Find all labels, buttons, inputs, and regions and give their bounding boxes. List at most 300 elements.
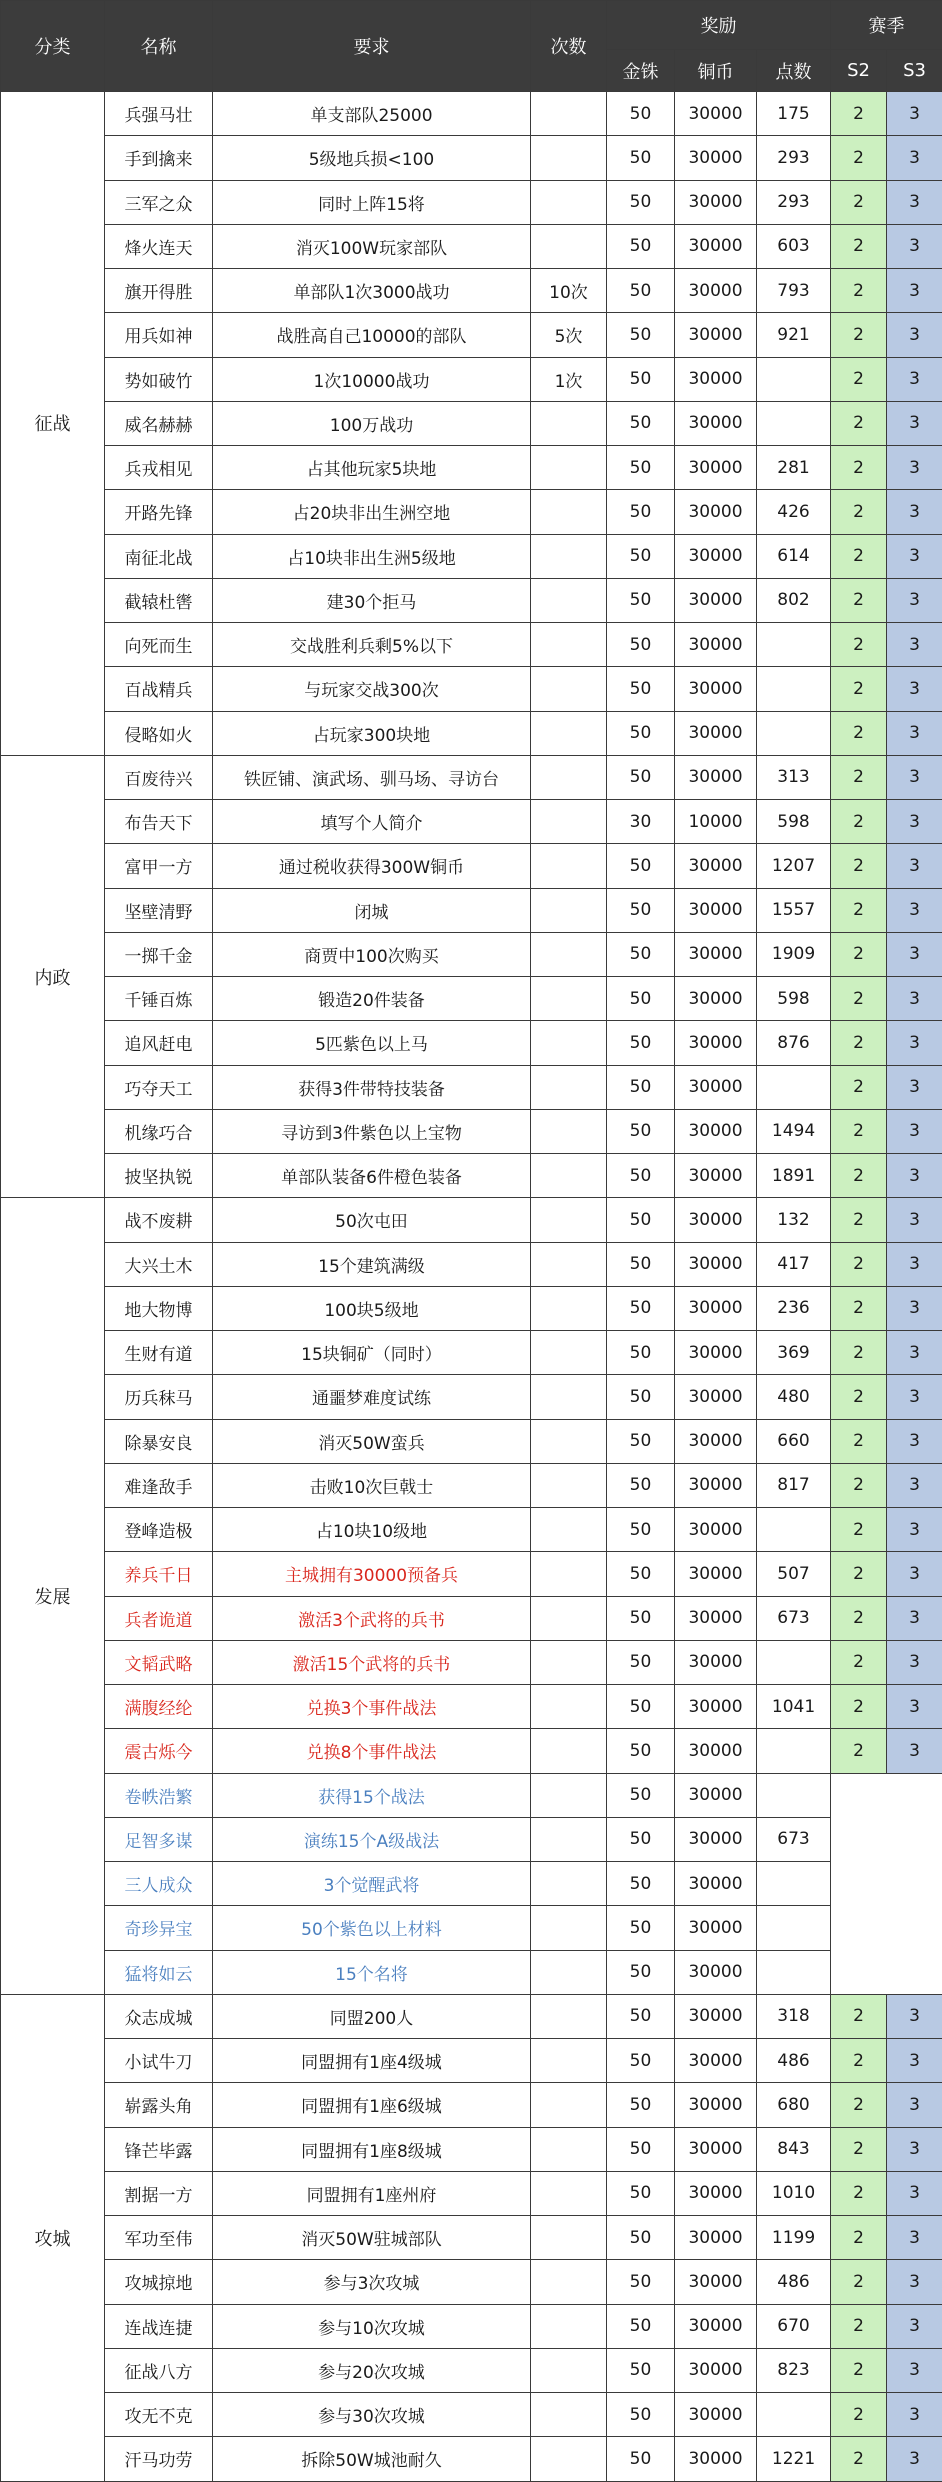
table-row [1, 623, 942, 667]
gold-cell: 50 [607, 2127, 675, 2171]
gold-cell: 50 [607, 1021, 675, 1065]
points-cell [757, 1729, 831, 1773]
header-s3: S3 [887, 50, 942, 92]
count-cell [531, 1065, 607, 1109]
requirement-cell: 15个建筑满级 [213, 1242, 531, 1286]
s3-cell: 3 [887, 2304, 942, 2348]
table-row [1, 667, 942, 711]
count-cell [531, 711, 607, 755]
count-cell [531, 800, 607, 844]
gold-cell: 50 [607, 224, 675, 268]
points-cell: 1207 [757, 844, 831, 888]
requirement-cell: 同盟拥有1座8级城 [213, 2127, 531, 2171]
gold-cell: 50 [607, 1375, 675, 1419]
requirement-cell: 1次10000战功 [213, 357, 531, 401]
gold-cell: 50 [607, 1773, 675, 1817]
copper-cell: 30000 [675, 180, 757, 224]
gold-cell: 50 [607, 2348, 675, 2392]
points-cell: 281 [757, 446, 831, 490]
requirement-cell: 单部队1次3000战功 [213, 269, 531, 313]
name-cell: 战不废耕 [105, 1198, 213, 1242]
copper-cell: 30000 [675, 1950, 757, 1994]
s3-cell: 3 [887, 2083, 942, 2127]
points-cell [757, 1906, 831, 1950]
table-row [1, 1552, 942, 1596]
requirement-cell: 5级地兵损<100 [213, 136, 531, 180]
gold-cell: 50 [607, 1906, 675, 1950]
count-cell [531, 1596, 607, 1640]
s3-cell: 3 [887, 1685, 942, 1729]
copper-cell: 30000 [675, 977, 757, 1021]
s2-cell: 2 [831, 1463, 887, 1507]
name-cell: 割据一方 [105, 2171, 213, 2215]
s2-cell: 2 [831, 1419, 887, 1463]
s3-cell: 3 [887, 844, 942, 888]
count-cell [531, 1508, 607, 1552]
s2-cell: 2 [831, 1508, 887, 1552]
table-row [1, 534, 942, 578]
requirement-cell: 主城拥有30000预备兵 [213, 1552, 531, 1596]
name-cell: 机缘巧合 [105, 1109, 213, 1153]
count-cell [531, 1419, 607, 1463]
requirement-cell: 同盟拥有1座州府 [213, 2171, 531, 2215]
count-cell [531, 2437, 607, 2481]
name-cell: 烽火连天 [105, 224, 213, 268]
requirement-cell: 占10块10级地 [213, 1508, 531, 1552]
count-cell [531, 1950, 607, 1994]
points-cell: 921 [757, 313, 831, 357]
points-cell [757, 357, 831, 401]
requirement-cell: 参与10次攻城 [213, 2304, 531, 2348]
points-cell: 175 [757, 92, 831, 136]
points-cell [757, 711, 831, 755]
table-row [1, 490, 942, 534]
s3-cell: 3 [887, 1463, 942, 1507]
count-cell [531, 2127, 607, 2171]
points-cell: 1557 [757, 888, 831, 932]
s2-cell: 2 [831, 2216, 887, 2260]
copper-cell: 30000 [675, 1994, 757, 2038]
copper-cell: 30000 [675, 932, 757, 976]
name-cell: 锋芒毕露 [105, 2127, 213, 2171]
s2-cell: 2 [831, 1640, 887, 1684]
count-cell [531, 1463, 607, 1507]
s3-cell: 3 [887, 1640, 942, 1684]
requirement-cell: 单部队装备6件橙色装备 [213, 1154, 531, 1198]
gold-cell: 50 [607, 1552, 675, 1596]
count-cell [531, 1862, 607, 1906]
gold-cell: 50 [607, 1729, 675, 1773]
count-cell: 10次 [531, 269, 607, 313]
name-cell: 旗开得胜 [105, 269, 213, 313]
copper-cell: 30000 [675, 401, 757, 445]
s3-cell: 3 [887, 1065, 942, 1109]
gold-cell: 50 [607, 446, 675, 490]
copper-cell: 30000 [675, 534, 757, 578]
points-cell: 673 [757, 1596, 831, 1640]
count-cell [531, 534, 607, 578]
table-row [1, 180, 942, 224]
name-cell: 众志成城 [105, 1994, 213, 2038]
table-row [1, 1021, 942, 1065]
s2-cell: 2 [831, 401, 887, 445]
copper-cell: 30000 [675, 2393, 757, 2437]
s2-cell: 2 [831, 578, 887, 622]
gold-cell: 50 [607, 623, 675, 667]
copper-cell: 30000 [675, 224, 757, 268]
copper-cell: 30000 [675, 92, 757, 136]
s3-cell: 3 [887, 1109, 942, 1153]
requirement-cell: 50个紫色以上材料 [213, 1906, 531, 1950]
s2-cell: 2 [831, 1021, 887, 1065]
requirement-cell: 演练15个A级战法 [213, 1817, 531, 1861]
name-cell: 足智多谋 [105, 1817, 213, 1861]
gold-cell: 50 [607, 1508, 675, 1552]
points-cell [757, 667, 831, 711]
points-cell [757, 1773, 831, 1817]
copper-cell: 30000 [675, 2216, 757, 2260]
gold-cell: 50 [607, 2216, 675, 2260]
count-cell [531, 490, 607, 534]
requirement-cell: 15个名将 [213, 1950, 531, 1994]
count-cell [531, 2304, 607, 2348]
gold-cell: 50 [607, 490, 675, 534]
name-cell: 披坚执锐 [105, 1154, 213, 1198]
count-cell [531, 1994, 607, 2038]
points-cell [757, 2393, 831, 2437]
s2-cell: 2 [831, 844, 887, 888]
requirement-cell: 15块铜矿（同时） [213, 1331, 531, 1375]
gold-cell: 50 [607, 1331, 675, 1375]
requirement-cell: 消灭100W玩家部队 [213, 224, 531, 268]
s2-cell: 2 [831, 1154, 887, 1198]
table-row [1, 888, 942, 932]
count-cell [531, 2039, 607, 2083]
count-cell [531, 180, 607, 224]
name-cell: 向死而生 [105, 623, 213, 667]
name-cell: 开路先锋 [105, 490, 213, 534]
s2-cell: 2 [831, 1596, 887, 1640]
requirement-cell: 兑换3个事件战法 [213, 1685, 531, 1729]
copper-cell: 30000 [675, 1242, 757, 1286]
points-cell: 1494 [757, 1109, 831, 1153]
s3-cell: 3 [887, 92, 942, 136]
gold-cell: 50 [607, 932, 675, 976]
points-cell: 236 [757, 1286, 831, 1330]
points-cell: 318 [757, 1994, 831, 2038]
requirement-cell: 100块5级地 [213, 1286, 531, 1330]
requirement-cell: 寻访到3件紫色以上宝物 [213, 1109, 531, 1153]
gold-cell: 50 [607, 1242, 675, 1286]
copper-cell: 30000 [675, 2083, 757, 2127]
name-cell: 坚壁清野 [105, 888, 213, 932]
requirement-cell: 消灭50W驻城部队 [213, 2216, 531, 2260]
table-row [1, 1862, 942, 1906]
header-name: 名称 [105, 1, 213, 92]
copper-cell: 30000 [675, 2348, 757, 2392]
s3-cell: 3 [887, 932, 942, 976]
name-cell: 手到擒来 [105, 136, 213, 180]
table-row [1, 2127, 942, 2171]
table-row [1, 2171, 942, 2215]
name-cell: 三人成众 [105, 1862, 213, 1906]
points-cell [757, 1950, 831, 1994]
table-row [1, 844, 942, 888]
requirement-cell: 与玩家交战300次 [213, 667, 531, 711]
table-row [1, 1773, 942, 1817]
gold-cell: 50 [607, 1862, 675, 1906]
s2-cell: 2 [831, 2348, 887, 2392]
gold-cell: 50 [607, 1065, 675, 1109]
s3-cell: 3 [887, 1198, 942, 1242]
copper-cell: 30000 [675, 2437, 757, 2481]
points-cell [757, 401, 831, 445]
count-cell [531, 1109, 607, 1153]
gold-cell: 50 [607, 2171, 675, 2215]
s3-cell: 3 [887, 2039, 942, 2083]
copper-cell: 30000 [675, 1906, 757, 1950]
table-row [1, 578, 942, 622]
count-cell [531, 401, 607, 445]
table-row [1, 136, 942, 180]
s3-cell: 3 [887, 1331, 942, 1375]
count-cell [531, 1685, 607, 1729]
table-row [1, 401, 942, 445]
name-cell: 历兵秣马 [105, 1375, 213, 1419]
copper-cell: 30000 [675, 1198, 757, 1242]
table-row [1, 2304, 942, 2348]
name-cell: 震古烁今 [105, 1729, 213, 1773]
requirement-cell: 闭城 [213, 888, 531, 932]
copper-cell: 30000 [675, 888, 757, 932]
s2-cell: 2 [831, 224, 887, 268]
points-cell: 1221 [757, 2437, 831, 2481]
requirement-cell: 同时上阵15将 [213, 180, 531, 224]
s3-cell: 3 [887, 578, 942, 622]
copper-cell: 30000 [675, 1065, 757, 1109]
s3-cell: 3 [887, 1021, 942, 1065]
table-row [1, 1331, 942, 1375]
gold-cell: 50 [607, 180, 675, 224]
copper-cell: 30000 [675, 1286, 757, 1330]
s3-cell: 3 [887, 136, 942, 180]
table-row [1, 2039, 942, 2083]
s2-cell: 2 [831, 1331, 887, 1375]
name-cell: 难逢敌手 [105, 1463, 213, 1507]
count-cell [531, 224, 607, 268]
header-season: 赛季 [831, 1, 942, 50]
count-cell [531, 1729, 607, 1773]
table-row [1, 1640, 942, 1684]
points-cell: 660 [757, 1419, 831, 1463]
requirement-cell: 消灭50W蛮兵 [213, 1419, 531, 1463]
s3-cell: 3 [887, 2393, 942, 2437]
gold-cell: 50 [607, 1198, 675, 1242]
gold-cell: 50 [607, 667, 675, 711]
copper-cell: 30000 [675, 1021, 757, 1065]
name-cell: 连战连捷 [105, 2304, 213, 2348]
s2-cell: 2 [831, 1109, 887, 1153]
copper-cell: 30000 [675, 357, 757, 401]
s2-cell: 2 [831, 1729, 887, 1773]
gold-cell: 50 [607, 844, 675, 888]
s2-cell: 2 [831, 180, 887, 224]
name-cell: 用兵如神 [105, 313, 213, 357]
copper-cell: 30000 [675, 667, 757, 711]
s3-cell: 3 [887, 1154, 942, 1198]
name-cell: 兵者诡道 [105, 1596, 213, 1640]
points-cell: 598 [757, 977, 831, 1021]
requirement-cell: 5匹紫色以上马 [213, 1021, 531, 1065]
count-cell [531, 2216, 607, 2260]
table-row [1, 224, 942, 268]
s3-cell: 3 [887, 2437, 942, 2481]
copper-cell: 30000 [675, 844, 757, 888]
name-cell: 除暴安良 [105, 1419, 213, 1463]
s2-cell: 2 [831, 1685, 887, 1729]
name-cell: 登峰造极 [105, 1508, 213, 1552]
gold-cell: 50 [607, 1154, 675, 1198]
s2-cell: 2 [831, 1065, 887, 1109]
s3-cell: 3 [887, 2216, 942, 2260]
copper-cell: 30000 [675, 1552, 757, 1596]
requirement-cell: 商贾中100次购买 [213, 932, 531, 976]
table-row [1, 1154, 942, 1198]
points-cell: 876 [757, 1021, 831, 1065]
points-cell: 680 [757, 2083, 831, 2127]
requirement-cell: 同盟200人 [213, 1994, 531, 2038]
count-cell [531, 2393, 607, 2437]
count-cell [531, 578, 607, 622]
name-cell: 南征北战 [105, 534, 213, 578]
points-cell [757, 1065, 831, 1109]
name-cell: 三军之众 [105, 180, 213, 224]
name-cell: 巧夺天工 [105, 1065, 213, 1109]
table-row [1, 711, 942, 755]
points-cell: 1891 [757, 1154, 831, 1198]
copper-cell: 30000 [675, 711, 757, 755]
name-cell: 崭露头角 [105, 2083, 213, 2127]
s3-cell: 3 [887, 888, 942, 932]
s3-cell: 3 [887, 446, 942, 490]
name-cell: 截辕杜辔 [105, 578, 213, 622]
requirement-cell: 锻造20件装备 [213, 977, 531, 1021]
s2-cell: 2 [831, 313, 887, 357]
name-cell: 威名赫赫 [105, 401, 213, 445]
requirement-cell: 激活3个武将的兵书 [213, 1596, 531, 1640]
copper-cell: 30000 [675, 269, 757, 313]
gold-cell: 50 [607, 2083, 675, 2127]
copper-cell: 30000 [675, 1729, 757, 1773]
count-cell [531, 1242, 607, 1286]
table-row [1, 977, 942, 1021]
points-cell: 486 [757, 2039, 831, 2083]
points-cell: 1041 [757, 1685, 831, 1729]
count-cell [531, 1198, 607, 1242]
count-cell [531, 1640, 607, 1684]
gold-cell: 50 [607, 92, 675, 136]
s2-cell: 2 [831, 888, 887, 932]
points-cell: 486 [757, 2260, 831, 2304]
s3-cell: 3 [887, 1552, 942, 1596]
name-cell: 富甲一方 [105, 844, 213, 888]
points-cell: 793 [757, 269, 831, 313]
copper-cell: 30000 [675, 313, 757, 357]
gold-cell: 50 [607, 888, 675, 932]
table-row [1, 1508, 942, 1552]
requirement-cell: 参与30次攻城 [213, 2393, 531, 2437]
name-cell: 猛将如云 [105, 1950, 213, 1994]
gold-cell: 50 [607, 977, 675, 1021]
copper-cell: 30000 [675, 1640, 757, 1684]
s2-cell: 2 [831, 1375, 887, 1419]
count-cell: 1次 [531, 357, 607, 401]
count-cell [531, 136, 607, 180]
gold-cell: 50 [607, 269, 675, 313]
s2-cell: 2 [831, 2437, 887, 2481]
name-cell: 文韬武略 [105, 1640, 213, 1684]
table-row [1, 1198, 942, 1242]
requirement-cell: 占其他玩家5块地 [213, 446, 531, 490]
points-cell: 132 [757, 1198, 831, 1242]
table-row [1, 932, 942, 976]
header-category: 分类 [1, 1, 105, 92]
table-body [1, 92, 942, 2482]
requirement-cell: 获得3件带特技装备 [213, 1065, 531, 1109]
header-copper: 铜币 [675, 50, 757, 92]
table-row [1, 2348, 942, 2392]
name-cell: 追风赶电 [105, 1021, 213, 1065]
requirement-cell: 战胜高自己10000的部队 [213, 313, 531, 357]
count-cell [531, 1375, 607, 1419]
table-row [1, 269, 942, 313]
s3-cell: 3 [887, 1508, 942, 1552]
s3-cell: 3 [887, 180, 942, 224]
copper-cell: 30000 [675, 2127, 757, 2171]
requirement-cell: 3个觉醒武将 [213, 1862, 531, 1906]
table-row [1, 1950, 942, 1994]
requirement-cell: 激活15个武将的兵书 [213, 1640, 531, 1684]
header-count: 次数 [531, 1, 607, 92]
count-cell [531, 844, 607, 888]
copper-cell: 30000 [675, 446, 757, 490]
requirement-cell: 50次屯田 [213, 1198, 531, 1242]
category-cell: 征战 [1, 92, 105, 756]
table-row [1, 446, 942, 490]
s2-cell: 2 [831, 2171, 887, 2215]
s3-cell: 3 [887, 357, 942, 401]
gold-cell: 50 [607, 711, 675, 755]
count-cell [531, 1552, 607, 1596]
gold-cell: 50 [607, 1463, 675, 1507]
s2-cell: 2 [831, 932, 887, 976]
gold-cell: 50 [607, 313, 675, 357]
s3-cell: 3 [887, 224, 942, 268]
s2-cell: 2 [831, 755, 887, 799]
category-cell: 内政 [1, 755, 105, 1198]
name-cell: 养兵千日 [105, 1552, 213, 1596]
copper-cell: 30000 [675, 2039, 757, 2083]
season-empty-cell [831, 1773, 942, 1994]
name-cell: 百战精兵 [105, 667, 213, 711]
table-row [1, 92, 942, 136]
s3-cell: 3 [887, 2171, 942, 2215]
points-cell [757, 1640, 831, 1684]
count-cell [531, 2083, 607, 2127]
category-cell: 发展 [1, 1198, 105, 1995]
s3-cell: 3 [887, 800, 942, 844]
s2-cell: 2 [831, 1198, 887, 1242]
